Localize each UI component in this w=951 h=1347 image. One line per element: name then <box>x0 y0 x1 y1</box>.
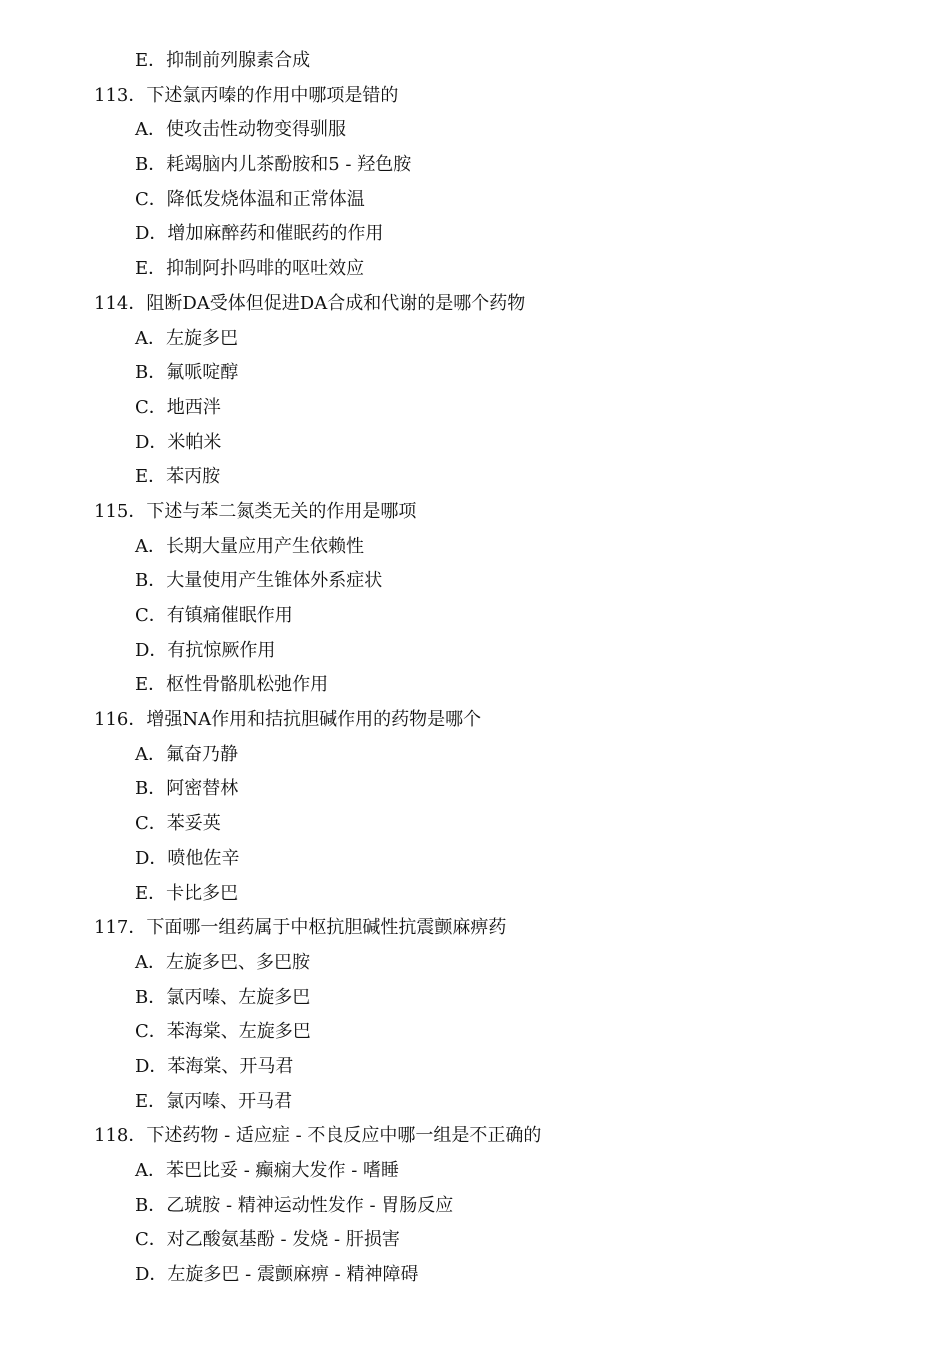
question-117: 117．下面哪一组药属于中枢抗胆碱性抗震颤麻痹药 <box>94 917 507 939</box>
option-113-d: D．增加麻醉药和催眠药的作用 <box>135 223 384 245</box>
option-118-d: D．左旋多巴 - 震颤麻痹 - 精神障碍 <box>135 1264 419 1286</box>
question-116: 116．增强NA作用和拮抗胆碱作用的药物是哪个 <box>94 709 482 731</box>
question-113: 113．下述氯丙嗪的作用中哪项是错的 <box>94 84 399 106</box>
option-118-a: A．苯巴比妥 - 癫痫大发作 - 嗜睡 <box>135 1160 400 1181</box>
question-115: 115．下述与苯二氮类无关的作用是哪项 <box>94 500 417 522</box>
option-115-e: E．枢性骨骼肌松弛作用 <box>135 674 329 696</box>
option-118-c: C．对乙酸氨基酚 - 发烧 - 肝损害 <box>135 1229 400 1251</box>
question-114: 114．阻断DA受体但促进DA合成和代谢的是哪个药物 <box>94 292 526 314</box>
option-114-e: E．苯丙胺 <box>135 466 221 488</box>
option-114-a: A．左旋多巴 <box>135 327 238 349</box>
option-113-c: C．降低发烧体温和正常体温 <box>135 188 365 210</box>
option-117-d: D．苯海棠、开马君 <box>135 1055 294 1077</box>
option-116-e: E．卡比多巴 <box>135 882 239 904</box>
option-116-c: C．苯妥英 <box>135 813 221 835</box>
option-118-b: B．乙琥胺 - 精神运动性发作 - 胃肠反应 <box>135 1194 454 1216</box>
option-115-a: A．长期大量应用产生依赖性 <box>135 535 364 557</box>
option-112-e: E．抑制前列腺素合成 <box>135 50 311 71</box>
option-116-b: B．阿密替林 <box>135 778 239 800</box>
option-113-b: B．耗竭脑内儿茶酚胺和5 - 羟色胺 <box>135 154 412 176</box>
option-116-a: A．氟奋乃静 <box>135 743 238 765</box>
option-115-c: C．有镇痛催眠作用 <box>135 605 293 626</box>
option-114-b: B．氟哌啶醇 <box>135 362 239 384</box>
option-113-a: A．使攻击性动物变得驯服 <box>135 119 346 141</box>
option-116-d: D．喷他佐辛 <box>135 847 240 869</box>
option-115-b: B．大量使用产生锥体外系症状 <box>135 570 383 592</box>
option-114-c: C．地西泮 <box>135 396 221 418</box>
question-118: 118．下述药物 - 适应症 - 不良反应中哪一组是不正确的 <box>94 1125 542 1147</box>
option-114-d: D．米帕米 <box>135 431 222 453</box>
exam-page <box>0 44 951 1293</box>
option-115-d: D．有抗惊厥作用 <box>135 639 276 661</box>
option-117-a: A．左旋多巴、多巴胺 <box>135 951 310 973</box>
option-113-e: E．抑制阿扑吗啡的呕吐效应 <box>135 258 365 280</box>
option-117-b: B．氯丙嗪、左旋多巴 <box>135 986 311 1008</box>
option-117-e: E．氯丙嗪、开马君 <box>135 1090 293 1112</box>
option-117-c: C．苯海棠、左旋多巴 <box>135 1021 311 1043</box>
